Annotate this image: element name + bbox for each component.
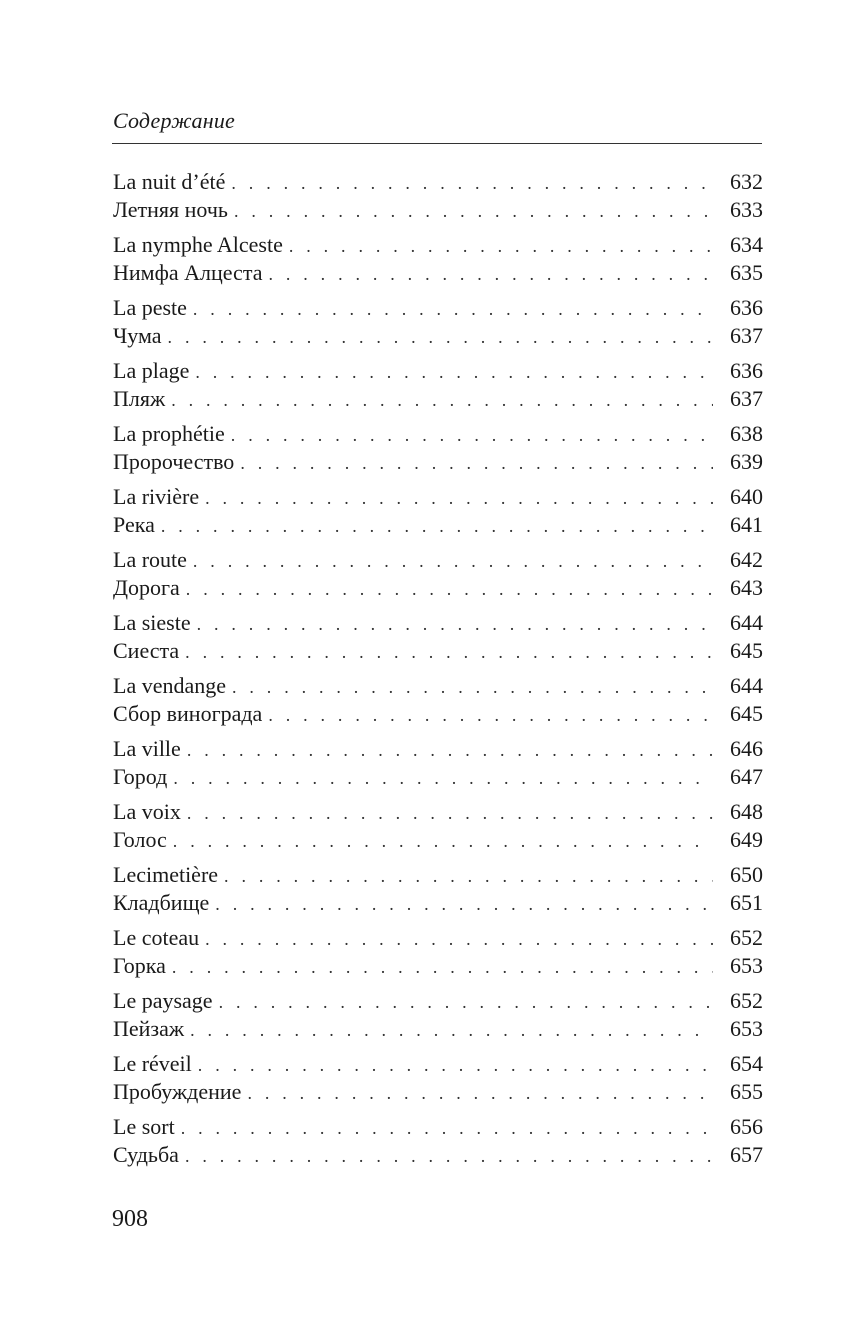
dot-leader [187,799,713,827]
toc-entry-title: Сиеста [113,638,180,663]
toc-entry-title: Горка [113,953,166,978]
toc-entry-title: Голос [113,827,167,852]
toc-entry [113,763,763,791]
toc-entry-page: 642 [730,547,763,572]
table-of-contents [113,168,763,1176]
page-number: 908 [112,1206,148,1232]
toc-entry-page: 632 [730,169,763,194]
dot-leader [268,260,713,288]
toc-entry-title: Пробуждение [113,1079,242,1104]
toc-entry-page: 645 [730,638,763,663]
header-rule [112,143,762,144]
toc-group [113,168,763,224]
dot-leader [247,1079,713,1107]
toc-entry-page: 636 [730,358,763,383]
dot-leader [231,421,713,449]
toc-entry-title: La rivière [113,484,200,509]
toc-entry-page: 649 [730,827,763,852]
toc-entry-title: La peste [113,295,187,320]
toc-entry [113,1050,763,1078]
toc-entry-title: Пляж [113,386,166,411]
dot-leader [172,953,713,981]
toc-entry-title: Нимфа Алцеста [113,260,263,285]
toc-entry [113,861,763,889]
dot-leader [205,925,713,953]
dot-leader [197,610,713,638]
toc-entry [113,420,763,448]
toc-entry-title: Город [113,764,168,789]
toc-entry-page: 637 [730,323,763,348]
toc-entry [113,196,763,224]
toc-entry-page: 652 [730,925,763,950]
toc-entry [113,483,763,511]
toc-group [113,483,763,539]
toc-entry-title: Lecimetière [113,862,219,887]
toc-entry [113,385,763,413]
toc-entry-page: 653 [730,953,763,978]
toc-entry-title: Le paysage [113,988,213,1013]
toc-group [113,420,763,476]
toc-entry [113,637,763,665]
toc-entry [113,1078,763,1106]
toc-entry-title: Судьба [113,1142,179,1167]
toc-entry-title: Летняя ночь [113,197,228,222]
toc-entry [113,448,763,476]
toc-entry-title: Le réveil [113,1051,192,1076]
toc-entry-title: Дорога [113,575,180,600]
dot-leader [185,1142,713,1170]
dot-leader [219,988,713,1016]
dot-leader [234,197,713,225]
toc-entry-page: 656 [730,1114,763,1139]
toc-group [113,294,763,350]
dot-leader [231,169,713,197]
toc-entry [113,826,763,854]
toc-entry [113,574,763,602]
toc-group [113,357,763,413]
toc-entry-title: La route [113,547,187,572]
toc-entry-page: 646 [730,736,763,761]
dot-leader [186,575,713,603]
toc-entry [113,1113,763,1141]
toc-group [113,231,763,287]
toc-entry-page: 639 [730,449,763,474]
dot-leader [198,1051,713,1079]
toc-group [113,1113,763,1169]
toc-entry-title: Le sort [113,1114,175,1139]
toc-entry-title: Чума [113,323,162,348]
toc-entry-title: Кладбище [113,890,210,915]
dot-leader [268,701,713,729]
toc-entry [113,952,763,980]
toc-entry-page: 647 [730,764,763,789]
toc-entry-page: 634 [730,232,763,257]
toc-entry-page: 645 [730,701,763,726]
toc-entry [113,1141,763,1169]
toc-entry-page: 655 [730,1079,763,1104]
toc-entry-title: La voix [113,799,181,824]
toc-entry [113,357,763,385]
toc-entry-title: Сбор винограда [113,701,263,726]
toc-entry [113,700,763,728]
toc-group [113,609,763,665]
dot-leader [195,358,713,386]
toc-entry-page: 653 [730,1016,763,1041]
running-head: Содержание [113,108,236,133]
toc-entry [113,889,763,917]
dot-leader [289,232,713,260]
dot-leader [224,862,713,890]
toc-entry [113,294,763,322]
toc-entry [113,735,763,763]
toc-entry [113,924,763,952]
toc-entry-page: 644 [730,610,763,635]
toc-entry-title: Le coteau [113,925,200,950]
toc-entry-page: 641 [730,512,763,537]
toc-group [113,798,763,854]
dot-leader [171,386,713,414]
toc-entry-title: Река [113,512,155,537]
toc-entry-page: 657 [730,1142,763,1167]
toc-entry-page: 648 [730,799,763,824]
toc-entry-title: Пророчество [113,449,235,474]
toc-entry [113,1015,763,1043]
toc-entry-title: La vendange [113,673,226,698]
dot-leader [215,890,713,918]
toc-entry [113,987,763,1015]
dot-leader [173,827,713,855]
toc-entry-page: 635 [730,260,763,285]
dot-leader [190,1016,713,1044]
toc-entry [113,546,763,574]
dot-leader [185,638,713,666]
dot-leader [205,484,713,512]
toc-entry [113,609,763,637]
toc-entry-page: 651 [730,890,763,915]
toc-entry-title: La nuit d’été [113,169,226,194]
toc-group [113,672,763,728]
dot-leader [240,449,713,477]
toc-entry-page: 636 [730,295,763,320]
toc-entry [113,231,763,259]
dot-leader [232,673,713,701]
dot-leader [168,323,713,351]
toc-group [113,924,763,980]
toc-group [113,987,763,1043]
toc-group [113,546,763,602]
toc-entry [113,168,763,196]
toc-entry-page: 640 [730,484,763,509]
toc-entry [113,672,763,700]
toc-entry [113,798,763,826]
toc-entry-page: 633 [730,197,763,222]
dot-leader [173,764,713,792]
toc-entry-page: 654 [730,1051,763,1076]
toc-entry-title: La prophétie [113,421,225,446]
toc-entry-page: 637 [730,386,763,411]
toc-entry-title: Пейзаж [113,1016,185,1041]
toc-entry-title: La plage [113,358,190,383]
toc-entry [113,511,763,539]
dot-leader [193,547,713,575]
toc-group [113,861,763,917]
dot-leader [187,736,713,764]
dot-leader [161,512,713,540]
toc-entry-page: 650 [730,862,763,887]
toc-group [113,1050,763,1106]
toc-entry-title: La ville [113,736,181,761]
toc-entry-page: 638 [730,421,763,446]
dot-leader [193,295,713,323]
toc-entry-title: La sieste [113,610,191,635]
dot-leader [181,1114,713,1142]
toc-entry [113,259,763,287]
toc-group [113,735,763,791]
toc-entry [113,322,763,350]
toc-entry-page: 644 [730,673,763,698]
toc-entry-title: La nymphe Alceste [113,232,283,257]
toc-entry-page: 643 [730,575,763,600]
toc-entry-page: 652 [730,988,763,1013]
